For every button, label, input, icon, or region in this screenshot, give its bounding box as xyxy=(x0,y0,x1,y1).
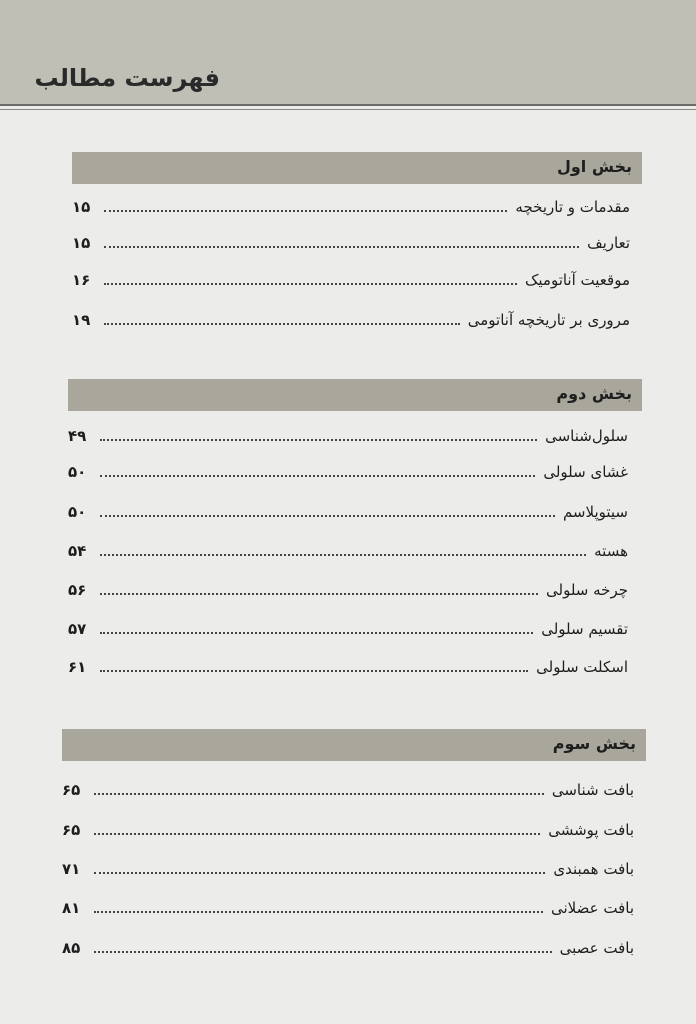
toc-entry xyxy=(62,896,634,920)
entry-title: بافت عضلانی xyxy=(551,899,634,917)
page-title: فهرست مطالب xyxy=(34,64,220,92)
entry-title: غشای سلولی xyxy=(543,463,628,481)
toc-entry xyxy=(72,268,630,292)
dot-leader xyxy=(104,246,579,248)
dot-leader xyxy=(94,911,543,913)
toc-entry xyxy=(68,578,628,602)
toc-entry xyxy=(62,778,634,802)
section-header-2 xyxy=(68,379,642,411)
dot-leader xyxy=(100,593,538,595)
entry-page-number: ۵۶ xyxy=(68,581,87,599)
entry-title: مروری بر تاریخچه آناتومی xyxy=(467,311,630,329)
entry-title: بافت شناسی xyxy=(551,781,634,799)
entry-title: سلول‌شناسی xyxy=(545,427,628,445)
dot-leader xyxy=(94,833,540,835)
entry-title: اسکلت سلولی xyxy=(536,658,628,676)
entry-title: بافت همبندی xyxy=(553,860,634,878)
toc-entry xyxy=(62,818,634,842)
dot-leader xyxy=(94,872,545,874)
entry-title: موقعیت آناتومیک xyxy=(524,271,630,289)
toc-entry xyxy=(72,308,630,332)
entry-title: هسته xyxy=(594,542,628,560)
section-title: بخش اول xyxy=(556,157,632,176)
dot-leader xyxy=(104,323,460,325)
toc-entry xyxy=(72,195,630,219)
toc-entry xyxy=(68,617,628,641)
entry-title: تعاریف xyxy=(587,234,630,252)
dot-leader xyxy=(104,210,507,212)
section-title: بخش دوم xyxy=(556,384,632,403)
entry-title: سیتوپلاسم xyxy=(562,503,628,521)
entry-page-number: ۵۰ xyxy=(68,463,87,481)
toc-entry xyxy=(62,936,634,960)
toc-entry xyxy=(68,500,628,524)
toc-entry xyxy=(68,539,628,563)
section-title: بخش سوم xyxy=(552,734,636,753)
entry-page-number: ۷۱ xyxy=(62,860,81,878)
section-header-1 xyxy=(72,152,642,184)
entry-page-number: ۵۷ xyxy=(68,620,87,638)
dot-leader xyxy=(100,554,586,556)
header-rule xyxy=(0,104,696,106)
entry-title: بافت پوششی xyxy=(548,821,634,839)
entry-page-number: ۶۵ xyxy=(62,821,81,839)
entry-page-number: ۸۵ xyxy=(62,939,81,957)
entry-title: تقسیم سلولی xyxy=(541,620,628,638)
entry-page-number: ۴۹ xyxy=(68,427,87,445)
entry-page-number: ۱۹ xyxy=(72,311,91,329)
dot-leader xyxy=(94,793,544,795)
entry-title: بافت عصبی xyxy=(559,939,634,957)
entry-page-number: ۶۵ xyxy=(62,781,81,799)
header-rule-thin xyxy=(0,109,696,110)
dot-leader xyxy=(104,283,517,285)
toc-entry xyxy=(72,231,630,255)
page-header xyxy=(0,0,696,104)
dot-leader xyxy=(100,515,555,517)
dot-leader xyxy=(100,475,535,477)
entry-page-number: ۱۶ xyxy=(72,271,91,289)
toc-entry xyxy=(68,460,628,484)
toc-entry xyxy=(68,424,628,448)
entry-page-number: ۸۱ xyxy=(62,899,81,917)
toc-entry xyxy=(68,655,628,679)
entry-page-number: ۱۵ xyxy=(72,198,91,216)
dot-leader xyxy=(100,439,537,441)
dot-leader xyxy=(94,951,552,953)
dot-leader xyxy=(100,632,533,634)
entry-page-number: ۶۱ xyxy=(68,658,87,676)
entry-page-number: ۱۵ xyxy=(72,234,91,252)
entry-title: مقدمات و تاریخچه xyxy=(515,198,630,216)
entry-title: چرخه سلولی xyxy=(546,581,628,599)
dot-leader xyxy=(100,670,528,672)
section-header-3 xyxy=(62,729,646,761)
entry-page-number: ۵۴ xyxy=(68,542,87,560)
entry-page-number: ۵۰ xyxy=(68,503,87,521)
toc-entry xyxy=(62,857,634,881)
